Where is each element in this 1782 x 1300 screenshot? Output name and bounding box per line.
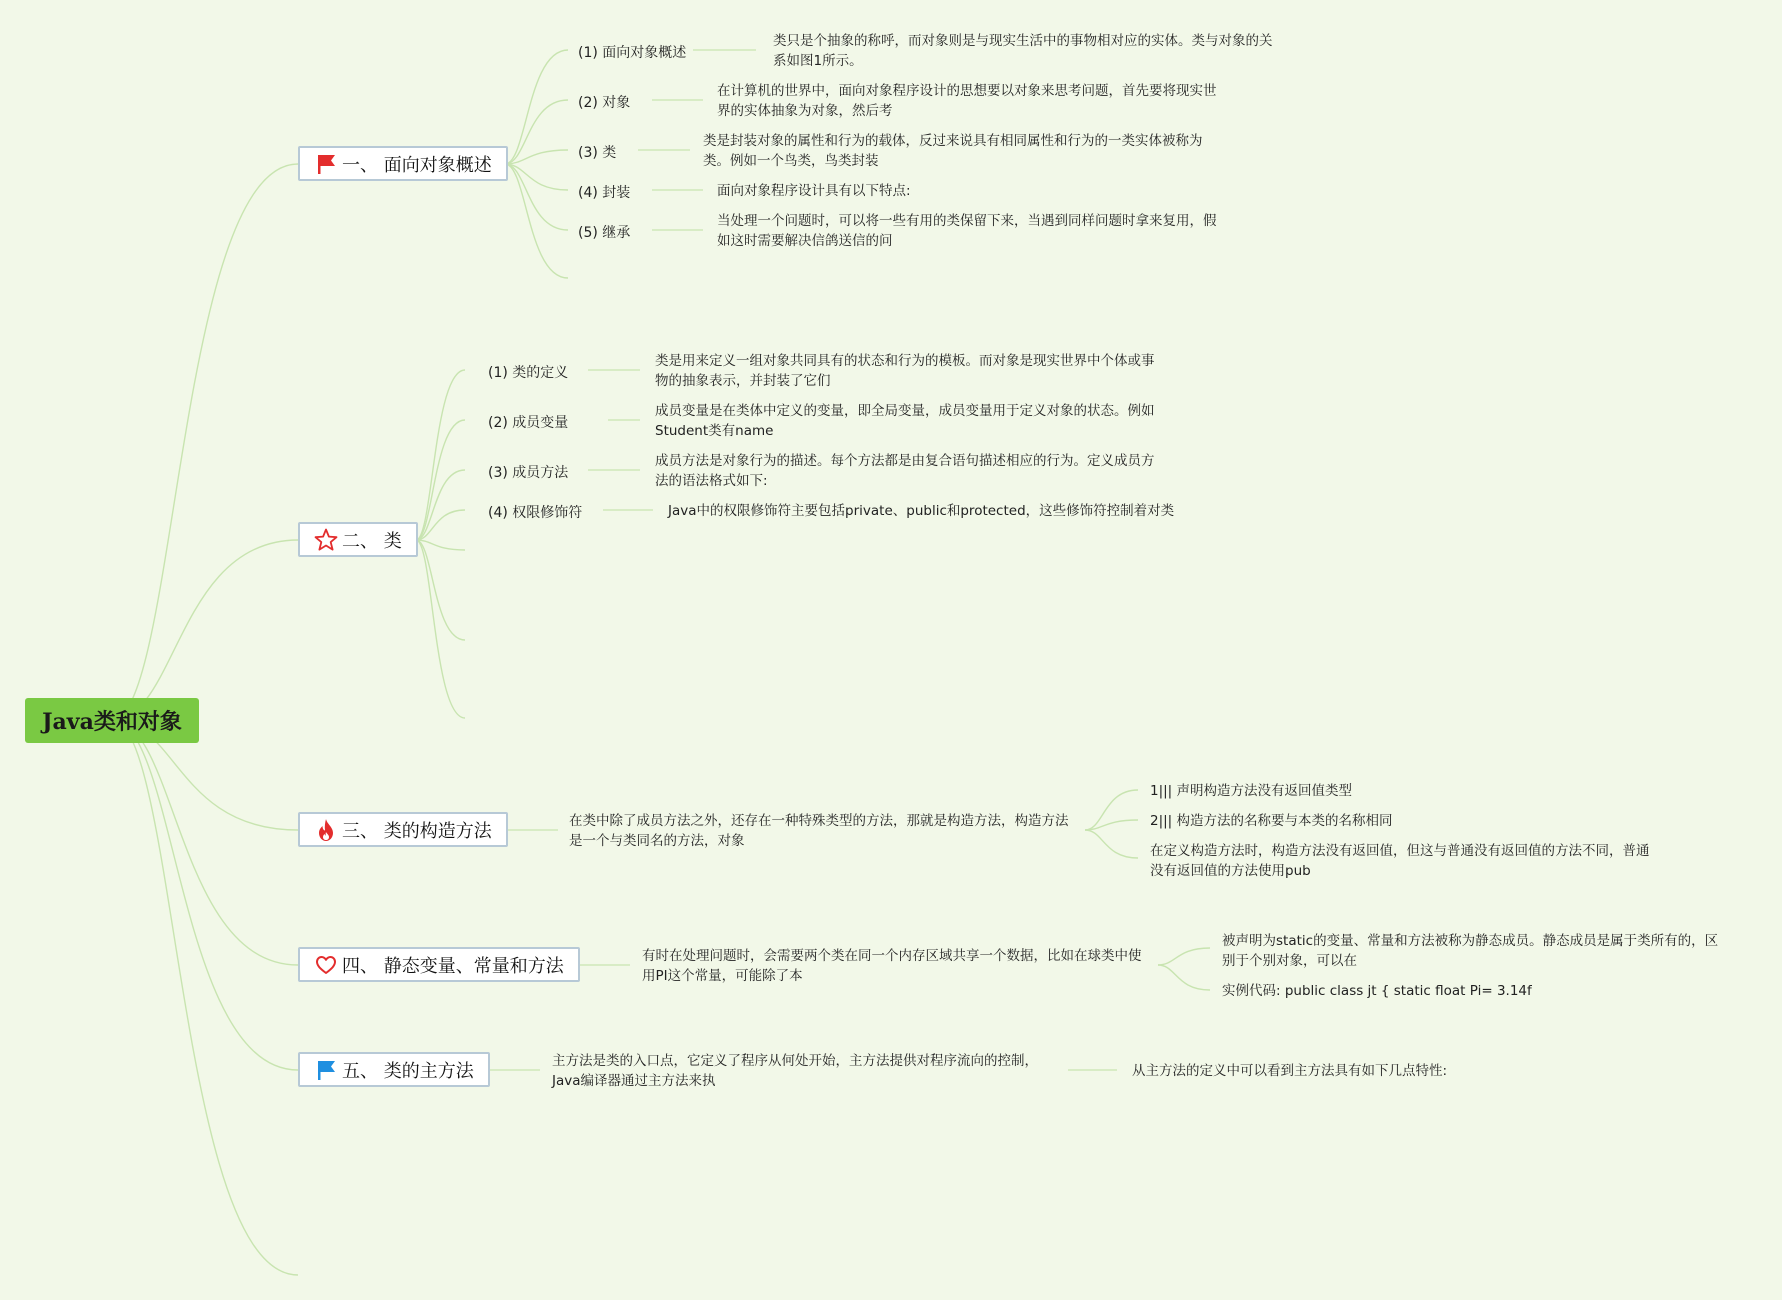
- subtopic-access-modifier[interactable]: (4) 权限修饰符: [488, 505, 583, 521]
- topic-oop-overview[interactable]: [298, 146, 508, 181]
- desc-constructor[interactable]: 在类中除了成员方法之外，还存在一种特殊类型的方法，那就是构造方法，构造方法是一个与类同名的方法，对象: [569, 813, 1069, 849]
- subtopic-class[interactable]: (3) 类: [578, 145, 617, 161]
- branch-curve: [112, 720, 298, 1070]
- subtopic-oop-overview[interactable]: (1) 面向对象概述: [578, 45, 687, 61]
- subtopic-member-method[interactable]: (3) 成员方法: [488, 465, 569, 481]
- desc-member-variable[interactable]: 成员变量是在类体中定义的变量，即全局变量，成员变量用于定义对象的状态。例如Student类有name: [655, 403, 1155, 439]
- branch-curve: [416, 420, 465, 540]
- subtopic-object[interactable]: (2) 对象: [578, 95, 631, 111]
- central-topic[interactable]: Java类和对象: [25, 698, 199, 743]
- constructor-point-3[interactable]: 在定义构造方法时，构造方法没有返回值，但这与普通没有返回值的方法不同，普通没有返回值的方法使用pub: [1150, 843, 1650, 879]
- subtopic-class-definition[interactable]: (1) 类的定义: [488, 365, 569, 381]
- desc-class-definition[interactable]: 类是用来定义一组对象共同具有的状态和行为的模板。而对象是现实世界中个体或事物的抽象表示，并封装了它们: [655, 353, 1155, 389]
- topic-label: 二、 类: [342, 530, 402, 552]
- branch-curve: [112, 720, 298, 1275]
- branch-curve: [112, 720, 298, 965]
- topic-label: 一、 面向对象概述: [342, 154, 492, 176]
- branch-curve: [112, 540, 298, 720]
- topic-static-members[interactable]: [298, 947, 580, 982]
- branch-curve: [1158, 965, 1210, 990]
- desc-oop-overview[interactable]: 类只是个抽象的称呼，而对象则是与现实生活中的事物相对应的实体。类与对象的关系如图1所示。: [773, 33, 1273, 69]
- desc-access-modifier[interactable]: Java中的权限修饰符主要包括private、public和protected，这些修饰符控制着对类: [668, 503, 1175, 519]
- desc-class[interactable]: 类是封装对象的属性和行为的载体，反过来说具有相同属性和行为的一类实体被称为类。例如一个鸟类，鸟类封装: [703, 133, 1203, 169]
- desc-encapsulation[interactable]: 面向对象程序设计具有以下特点:: [717, 183, 911, 199]
- subtopic-member-variable[interactable]: (2) 成员变量: [488, 415, 569, 431]
- static-point-1[interactable]: 被声明为static的变量、常量和方法被称为静态成员。静态成员是属于类所有的，区别于个别对象，可以在: [1222, 933, 1719, 969]
- topic-label: 三、 类的构造方法: [342, 820, 492, 842]
- static-code-example[interactable]: 实例代码: public class jt { static float Pi= 3.14f: [1222, 983, 1532, 999]
- branch-curve: [1085, 790, 1138, 830]
- constructor-point-1[interactable]: 1||| 声明构造方法没有返回值类型: [1150, 783, 1353, 799]
- star-icon: [314, 528, 338, 552]
- desc-object[interactable]: 在计算机的世界中，面向对象程序设计的思想要以对象来思考问题，首先要将现实世界的实体抽象为对象，然后考: [717, 83, 1217, 119]
- topic-constructor[interactable]: [298, 812, 508, 847]
- red-flag-icon: [314, 152, 338, 176]
- heart-icon: [314, 953, 338, 977]
- fire-icon: [314, 818, 338, 842]
- topic-class[interactable]: [298, 522, 418, 557]
- desc-main-method[interactable]: 主方法是类的入口点，它定义了程序从何处开始，主方法提供对程序流向的控制，Java编译器通过主方法来执: [552, 1053, 1038, 1089]
- branch-curve: [1158, 948, 1210, 965]
- branch-curve: [1085, 820, 1138, 830]
- branch-curve: [416, 540, 465, 718]
- topic-label: 四、 静态变量、常量和方法: [342, 955, 564, 977]
- desc-static-members[interactable]: 有时在处理问题时，会需要两个类在同一个内存区域共享一个数据，比如在球类中使用PI这个常量，可能除了本: [642, 948, 1142, 984]
- topic-main-method[interactable]: [298, 1052, 490, 1087]
- branch-curve: [1085, 830, 1138, 858]
- subtopic-encapsulation[interactable]: (4) 封装: [578, 185, 631, 201]
- main-method-feature[interactable]: 从主方法的定义中可以看到主方法具有如下几点特性:: [1132, 1063, 1448, 1079]
- blue-flag-icon: [314, 1058, 338, 1082]
- constructor-point-2[interactable]: 2||| 构造方法的名称要与本类的名称相同: [1150, 813, 1393, 829]
- branch-curve: [505, 50, 568, 164]
- desc-inheritance[interactable]: 当处理一个问题时，可以将一些有用的类保留下来，当遇到同样问题时拿来复用，假如这时需要解决信鸽送信的问: [717, 213, 1217, 249]
- topic-label: 五、 类的主方法: [342, 1060, 474, 1082]
- branch-curve: [505, 164, 568, 278]
- subtopic-inheritance[interactable]: (5) 继承: [578, 225, 631, 241]
- desc-member-method[interactable]: 成员方法是对象行为的描述。每个方法都是由复合语句描述相应的行为。定义成员方法的语法格式如下:: [655, 453, 1155, 489]
- branch-curve: [112, 164, 298, 720]
